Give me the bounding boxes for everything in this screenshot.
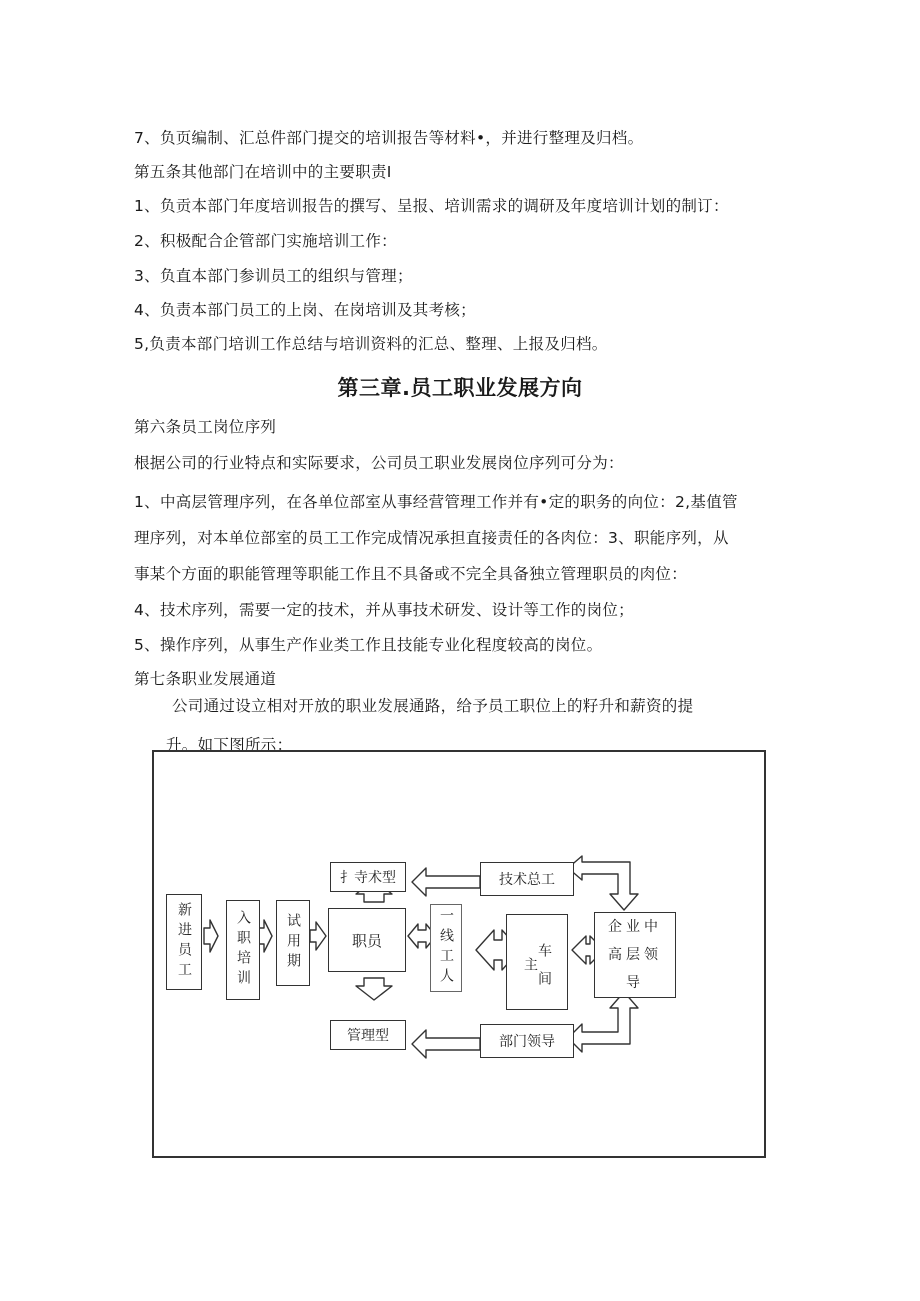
node-senior-leader: 企业中高层领导: [594, 912, 676, 998]
node-dept-leader: 部门领导: [480, 1024, 574, 1058]
article-title: 第七条职业发展通道: [134, 670, 277, 688]
node-staff: 职员: [328, 908, 406, 972]
arrow-right-2: [258, 920, 272, 952]
text-line: 根据公司的行业特点和实际要求，公司员工职业发展岗位序列可分为：: [134, 454, 624, 472]
text-line: 7、负页编制、汇总件部门提交的培训报告等材料•，并进行整理及归档。: [134, 129, 644, 147]
arrow-tech-chief-senior: [568, 856, 638, 910]
node-tech-chief: 技术总工: [480, 862, 574, 896]
chapter-title: 第三章.员工职业发展方向: [337, 376, 583, 400]
node-onboarding: 入职培训: [226, 900, 260, 1000]
text-line: 4、技术序列，需要一定的技术，并从事技术研发、设计等工作的岗位；: [134, 601, 634, 619]
arrow-right-3: [310, 922, 326, 950]
text-line: 5、操作序列，从事生产作业类工作且技能专业化程度较高的岗位。: [134, 636, 603, 654]
node-management-type: 管理型: [330, 1020, 406, 1050]
arrow-dept-leader-senior: [568, 992, 638, 1052]
text-line: 2、积极配合企管部门实施培训工作：: [134, 232, 397, 250]
node-frontline-worker: 一线工人: [430, 904, 462, 992]
arrow-left-dept-leader: [412, 1030, 480, 1058]
node-new-employee: 新进员工: [166, 894, 202, 990]
career-path-diagram: [152, 750, 766, 1158]
text-line: 事某个方面的职能管理等职能工作且不具备或不完全具备独立管理职员的肉位：: [134, 565, 688, 583]
text-line: 4、负责本部门员工的上岗、在岗培训及其考核；: [134, 301, 476, 319]
text-line: 理序列，对本单位部室的员工工作完成情况承担直接责任的各肉位：3、职能序列，从: [134, 529, 729, 547]
text-line: 公司通过设立相对开放的职业发展通路，给予员工职位上的籽升和薪资的提: [172, 697, 694, 715]
text-line: 1、中高层管理序列，在各单位部室从事经营管理工作并有•定的职务的向位：2,基值管: [134, 493, 738, 511]
text-line: 1、负贡本部门年度培训报告的撰写、呈报、培训需求的调研及年度培训计划的制订：: [134, 197, 729, 215]
arrow-down-management: [356, 978, 392, 1000]
node-workshop: 车间主: [506, 914, 568, 1010]
arrow-right-1: [204, 920, 218, 952]
text-line: 5,负责本部门培训工作总结与培训资料的汇总、整理、上报及归档。: [134, 335, 608, 353]
text-line: 3、负直本部门参训员工的组织与管理；: [134, 267, 413, 285]
arrow-left-tech-chief: [412, 868, 480, 896]
text-line: 升。如下图所示：: [166, 736, 293, 754]
node-technical-type: 扌寺术型: [330, 862, 406, 892]
text-line: 第五条其他部门在培训中的主要职责I: [134, 163, 392, 181]
article-title: 第六条员工岗位序列: [134, 418, 277, 436]
node-probation: 试用期: [276, 900, 310, 986]
